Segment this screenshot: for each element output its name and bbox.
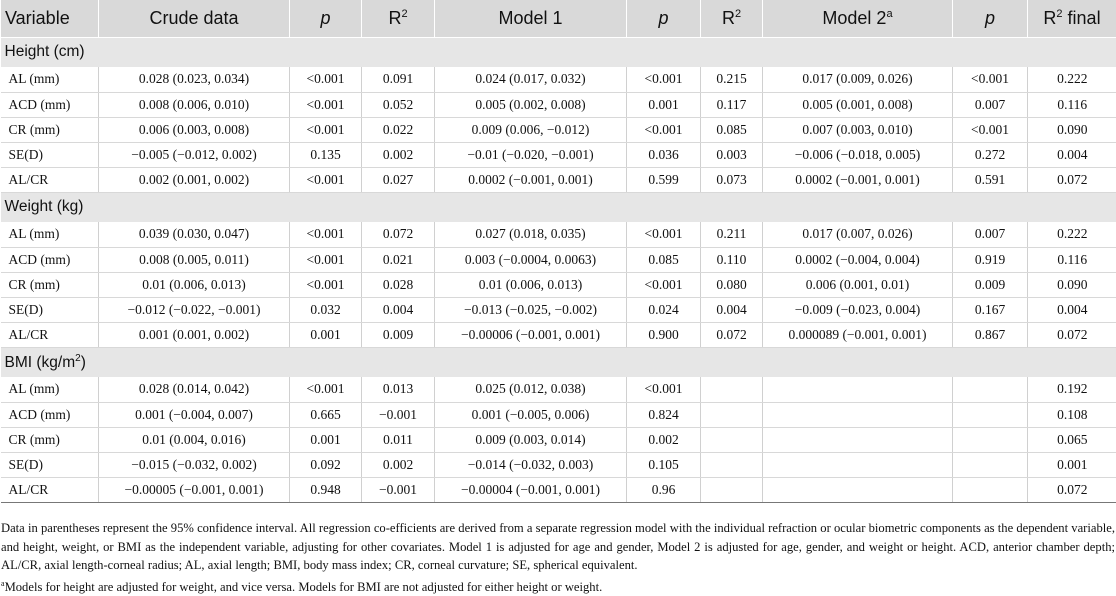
cell-r2-final: 0.192 bbox=[1028, 377, 1116, 402]
cell-r2-final: 0.222 bbox=[1028, 67, 1116, 92]
footnote-a bbox=[1, 575, 1115, 596]
cell-r2-crude: 0.028 bbox=[362, 272, 435, 297]
header-crude-data: Crude data bbox=[99, 0, 290, 37]
table-row bbox=[1, 427, 1116, 452]
cell-p-model-1: <0.001 bbox=[627, 67, 701, 92]
cell-p-model-2 bbox=[953, 377, 1028, 402]
cell-model-1: 0.027 (0.018, 0.035) bbox=[435, 222, 627, 247]
cell-r2-model-1: 0.072 bbox=[701, 322, 763, 347]
cell-p-crude: <0.001 bbox=[290, 272, 362, 297]
cell-variable: AL (mm) bbox=[1, 222, 99, 247]
cell-p-crude: 0.948 bbox=[290, 477, 362, 502]
cell-r2-crude: 0.022 bbox=[362, 117, 435, 142]
cell-p-model-1: 0.824 bbox=[627, 402, 701, 427]
cell-p-crude: 0.001 bbox=[290, 427, 362, 452]
cell-model-1: 0.003 (−0.0004, 0.0063) bbox=[435, 247, 627, 272]
cell-variable: SE(D) bbox=[1, 142, 99, 167]
header-r2-final-sup: 2 bbox=[1056, 7, 1063, 20]
section-title-text: BMI (kg/m bbox=[4, 353, 76, 371]
cell-crude-data: −0.015 (−0.032, 0.002) bbox=[99, 452, 290, 477]
cell-model-1: 0.025 (0.012, 0.038) bbox=[435, 377, 627, 402]
cell-r2-crude: −0.001 bbox=[362, 477, 435, 502]
cell-r2-crude: 0.013 bbox=[362, 377, 435, 402]
cell-model-2 bbox=[763, 377, 953, 402]
cell-model-1: −0.013 (−0.025, −0.002) bbox=[435, 297, 627, 322]
cell-p-model-1: 0.96 bbox=[627, 477, 701, 502]
cell-model-1: 0.009 (0.003, 0.014) bbox=[435, 427, 627, 452]
cell-r2-model-1 bbox=[701, 477, 763, 502]
table-header bbox=[1, 0, 1116, 37]
cell-p-crude: <0.001 bbox=[290, 222, 362, 247]
cell-model-1: 0.005 (0.002, 0.008) bbox=[435, 92, 627, 117]
cell-p-model-2 bbox=[953, 402, 1028, 427]
cell-p-model-2: 0.009 bbox=[953, 272, 1028, 297]
cell-r2-crude: 0.002 bbox=[362, 452, 435, 477]
header-variable: Variable bbox=[1, 0, 99, 37]
cell-model-1: −0.00006 (−0.001, 0.001) bbox=[435, 322, 627, 347]
table-row bbox=[1, 247, 1116, 272]
cell-r2-crude: 0.072 bbox=[362, 222, 435, 247]
cell-r2-model-1 bbox=[701, 427, 763, 452]
cell-crude-data: 0.008 (0.006, 0.010) bbox=[99, 92, 290, 117]
footnote-a-text: Models for height are adjusted for weight, and vice versa. Models for BMI are not adjusted for either height or weight. bbox=[4, 579, 603, 594]
cell-p-model-1: <0.001 bbox=[627, 117, 701, 142]
cell-model-1: 0.024 (0.017, 0.032) bbox=[435, 67, 627, 92]
cell-model-2 bbox=[763, 477, 953, 502]
cell-model-2: 0.000089 (−0.001, 0.001) bbox=[763, 322, 953, 347]
header-p-model-2: p bbox=[953, 0, 1028, 37]
cell-crude-data: 0.028 (0.023, 0.034) bbox=[99, 67, 290, 92]
cell-p-model-1: <0.001 bbox=[627, 272, 701, 297]
table-row bbox=[1, 452, 1116, 477]
table-row bbox=[1, 322, 1116, 347]
footnote-a-marker: a bbox=[1, 578, 5, 588]
cell-r2-model-1: 0.073 bbox=[701, 167, 763, 192]
cell-variable: CR (mm) bbox=[1, 117, 99, 142]
cell-p-model-1: 0.105 bbox=[627, 452, 701, 477]
cell-r2-final: 0.065 bbox=[1028, 427, 1116, 452]
table-row bbox=[1, 142, 1116, 167]
section-title bbox=[1, 347, 1116, 377]
cell-variable: AL/CR bbox=[1, 322, 99, 347]
cell-p-model-2: 0.007 bbox=[953, 222, 1028, 247]
cell-p-crude: 0.001 bbox=[290, 322, 362, 347]
table-footnotes bbox=[0, 519, 1116, 596]
cell-r2-final: 0.001 bbox=[1028, 452, 1116, 477]
cell-p-crude: 0.665 bbox=[290, 402, 362, 427]
cell-model-1: 0.0002 (−0.001, 0.001) bbox=[435, 167, 627, 192]
cell-variable: AL (mm) bbox=[1, 377, 99, 402]
table-row bbox=[1, 297, 1116, 322]
cell-variable: SE(D) bbox=[1, 297, 99, 322]
cell-model-2: 0.017 (0.007, 0.026) bbox=[763, 222, 953, 247]
table-row bbox=[1, 377, 1116, 402]
header-model-2-label: Model 2 bbox=[822, 7, 887, 28]
table-row bbox=[1, 402, 1116, 427]
table-row bbox=[1, 92, 1116, 117]
section-header-row bbox=[1, 192, 1116, 222]
cell-crude-data: 0.01 (0.006, 0.013) bbox=[99, 272, 290, 297]
cell-p-model-1: 0.002 bbox=[627, 427, 701, 452]
cell-r2-final: 0.072 bbox=[1028, 322, 1116, 347]
cell-r2-final: 0.090 bbox=[1028, 117, 1116, 142]
cell-p-crude: 0.092 bbox=[290, 452, 362, 477]
header-r2-final-base: R bbox=[1043, 7, 1057, 28]
cell-p-crude: 0.135 bbox=[290, 142, 362, 167]
cell-p-model-1: 0.085 bbox=[627, 247, 701, 272]
cell-crude-data: −0.005 (−0.012, 0.002) bbox=[99, 142, 290, 167]
cell-p-crude: 0.032 bbox=[290, 297, 362, 322]
cell-model-2: −0.006 (−0.018, 0.005) bbox=[763, 142, 953, 167]
cell-model-1: 0.009 (0.006, −0.012) bbox=[435, 117, 627, 142]
section-header-row bbox=[1, 37, 1116, 67]
section-title-text: Weight (kg) bbox=[4, 198, 84, 216]
cell-crude-data: 0.028 (0.014, 0.042) bbox=[99, 377, 290, 402]
cell-model-2 bbox=[763, 427, 953, 452]
cell-model-2: 0.007 (0.003, 0.010) bbox=[763, 117, 953, 142]
cell-r2-final: 0.072 bbox=[1028, 477, 1116, 502]
cell-model-2: 0.006 (0.001, 0.01) bbox=[763, 272, 953, 297]
header-r2-model-1-base: R bbox=[721, 7, 735, 28]
cell-model-2 bbox=[763, 452, 953, 477]
table-row bbox=[1, 477, 1116, 502]
section-title-sup: 2 bbox=[75, 352, 81, 364]
cell-crude-data: 0.006 (0.003, 0.008) bbox=[99, 117, 290, 142]
cell-r2-model-1: 0.211 bbox=[701, 222, 763, 247]
header-model-2-footnote-marker: a bbox=[886, 7, 893, 20]
cell-crude-data: 0.039 (0.030, 0.047) bbox=[99, 222, 290, 247]
cell-p-model-1: <0.001 bbox=[627, 377, 701, 402]
section-title-suffix: ) bbox=[80, 353, 86, 371]
header-row bbox=[1, 0, 1116, 37]
cell-p-model-2: 0.167 bbox=[953, 297, 1028, 322]
cell-r2-final: 0.116 bbox=[1028, 247, 1116, 272]
header-model-2 bbox=[763, 0, 953, 37]
cell-variable: ACD (mm) bbox=[1, 402, 99, 427]
cell-p-crude: <0.001 bbox=[290, 377, 362, 402]
cell-p-model-1: 0.900 bbox=[627, 322, 701, 347]
cell-variable: SE(D) bbox=[1, 452, 99, 477]
cell-model-1: 0.01 (0.006, 0.013) bbox=[435, 272, 627, 297]
table-row bbox=[1, 67, 1116, 92]
cell-p-model-2 bbox=[953, 452, 1028, 477]
cell-r2-model-1: 0.080 bbox=[701, 272, 763, 297]
cell-r2-crude: 0.027 bbox=[362, 167, 435, 192]
cell-r2-crude: −0.001 bbox=[362, 402, 435, 427]
cell-variable: AL (mm) bbox=[1, 67, 99, 92]
table-row bbox=[1, 167, 1116, 192]
cell-p-crude: <0.001 bbox=[290, 247, 362, 272]
cell-p-model-2: <0.001 bbox=[953, 117, 1028, 142]
cell-r2-model-1: 0.003 bbox=[701, 142, 763, 167]
cell-p-model-2: <0.001 bbox=[953, 67, 1028, 92]
cell-variable: ACD (mm) bbox=[1, 92, 99, 117]
cell-p-crude: <0.001 bbox=[290, 117, 362, 142]
cell-model-1: −0.01 (−0.020, −0.001) bbox=[435, 142, 627, 167]
table-body bbox=[1, 37, 1116, 502]
cell-r2-crude: 0.011 bbox=[362, 427, 435, 452]
cell-variable: ACD (mm) bbox=[1, 247, 99, 272]
cell-r2-crude: 0.002 bbox=[362, 142, 435, 167]
cell-r2-crude: 0.021 bbox=[362, 247, 435, 272]
header-r2-model-1 bbox=[701, 0, 763, 37]
cell-crude-data: 0.008 (0.005, 0.011) bbox=[99, 247, 290, 272]
section-title-text: Height (cm) bbox=[4, 43, 85, 61]
cell-r2-final: 0.222 bbox=[1028, 222, 1116, 247]
cell-p-model-2 bbox=[953, 427, 1028, 452]
cell-crude-data: 0.002 (0.001, 0.002) bbox=[99, 167, 290, 192]
cell-r2-model-1: 0.110 bbox=[701, 247, 763, 272]
header-r2-crude-sup: 2 bbox=[401, 7, 408, 20]
cell-model-2: 0.005 (0.001, 0.008) bbox=[763, 92, 953, 117]
cell-variable: AL/CR bbox=[1, 477, 99, 502]
cell-model-1: −0.00004 (−0.001, 0.001) bbox=[435, 477, 627, 502]
cell-p-model-2: 0.919 bbox=[953, 247, 1028, 272]
cell-p-crude: <0.001 bbox=[290, 167, 362, 192]
cell-p-model-1: 0.036 bbox=[627, 142, 701, 167]
cell-model-2: 0.0002 (−0.004, 0.004) bbox=[763, 247, 953, 272]
cell-crude-data: 0.001 (0.001, 0.002) bbox=[99, 322, 290, 347]
cell-r2-crude: 0.004 bbox=[362, 297, 435, 322]
cell-r2-final: 0.072 bbox=[1028, 167, 1116, 192]
cell-model-1: 0.001 (−0.005, 0.006) bbox=[435, 402, 627, 427]
cell-r2-model-1: 0.117 bbox=[701, 92, 763, 117]
footnote-main: Data in parentheses represent the 95% confidence interval. All regression co-efficients are derived from a separate regression model with the individual refraction or ocular biometric components as the dependent variable, and height, weight, or BMI as the independent variable, adjusting for other covariates. Model 1 is adjusted for age and gender, Model 2 is adjusted for age, gender, and weight or height. ACD, anterior chamber depth; AL/CR, axial length-corneal radius; AL, axial length; BMI, body mass index; CR, corneal curvature; SE, spherical equivalent. bbox=[1, 521, 1115, 572]
cell-p-model-1: 0.024 bbox=[627, 297, 701, 322]
table-row bbox=[1, 222, 1116, 247]
cell-r2-final: 0.004 bbox=[1028, 142, 1116, 167]
cell-r2-final: 0.108 bbox=[1028, 402, 1116, 427]
cell-variable: AL/CR bbox=[1, 167, 99, 192]
cell-p-model-1: 0.001 bbox=[627, 92, 701, 117]
header-r2-final-suffix: final bbox=[1062, 7, 1101, 28]
header-p-model-1: p bbox=[627, 0, 701, 37]
table-row bbox=[1, 117, 1116, 142]
section-title bbox=[1, 37, 1116, 67]
cell-r2-crude: 0.052 bbox=[362, 92, 435, 117]
header-r2-crude-base: R bbox=[388, 7, 402, 28]
cell-variable: CR (mm) bbox=[1, 427, 99, 452]
section-header-row bbox=[1, 347, 1116, 377]
cell-p-model-2: 0.007 bbox=[953, 92, 1028, 117]
cell-r2-final: 0.116 bbox=[1028, 92, 1116, 117]
cell-p-model-2: 0.867 bbox=[953, 322, 1028, 347]
table-row bbox=[1, 272, 1116, 297]
cell-crude-data: 0.01 (0.004, 0.016) bbox=[99, 427, 290, 452]
cell-p-model-2: 0.272 bbox=[953, 142, 1028, 167]
cell-r2-crude: 0.009 bbox=[362, 322, 435, 347]
cell-p-model-1: 0.599 bbox=[627, 167, 701, 192]
header-r2-final bbox=[1028, 0, 1116, 37]
cell-model-1: −0.014 (−0.032, 0.003) bbox=[435, 452, 627, 477]
cell-r2-final: 0.004 bbox=[1028, 297, 1116, 322]
cell-variable: CR (mm) bbox=[1, 272, 99, 297]
cell-crude-data: 0.001 (−0.004, 0.007) bbox=[99, 402, 290, 427]
cell-r2-final: 0.090 bbox=[1028, 272, 1116, 297]
cell-p-crude: <0.001 bbox=[290, 67, 362, 92]
header-r2-crude bbox=[362, 0, 435, 37]
cell-p-model-1: <0.001 bbox=[627, 222, 701, 247]
cell-r2-model-1 bbox=[701, 452, 763, 477]
cell-p-crude: <0.001 bbox=[290, 92, 362, 117]
cell-model-2: 0.017 (0.009, 0.026) bbox=[763, 67, 953, 92]
cell-crude-data: −0.012 (−0.022, −0.001) bbox=[99, 297, 290, 322]
header-r2-model-1-sup: 2 bbox=[734, 7, 742, 20]
cell-p-model-2: 0.591 bbox=[953, 167, 1028, 192]
cell-r2-model-1: 0.215 bbox=[701, 67, 763, 92]
cell-model-2 bbox=[763, 402, 953, 427]
header-p-crude: p bbox=[290, 0, 362, 37]
section-title bbox=[1, 192, 1116, 222]
cell-r2-crude: 0.091 bbox=[362, 67, 435, 92]
cell-r2-model-1: 0.085 bbox=[701, 117, 763, 142]
cell-p-model-2 bbox=[953, 477, 1028, 502]
cell-r2-model-1 bbox=[701, 377, 763, 402]
header-model-1: Model 1 bbox=[435, 0, 627, 37]
cell-model-2: 0.0002 (−0.001, 0.001) bbox=[763, 167, 953, 192]
cell-crude-data: −0.00005 (−0.001, 0.001) bbox=[99, 477, 290, 502]
cell-r2-model-1: 0.004 bbox=[701, 297, 763, 322]
cell-r2-model-1 bbox=[701, 402, 763, 427]
cell-model-2: −0.009 (−0.023, 0.004) bbox=[763, 297, 953, 322]
